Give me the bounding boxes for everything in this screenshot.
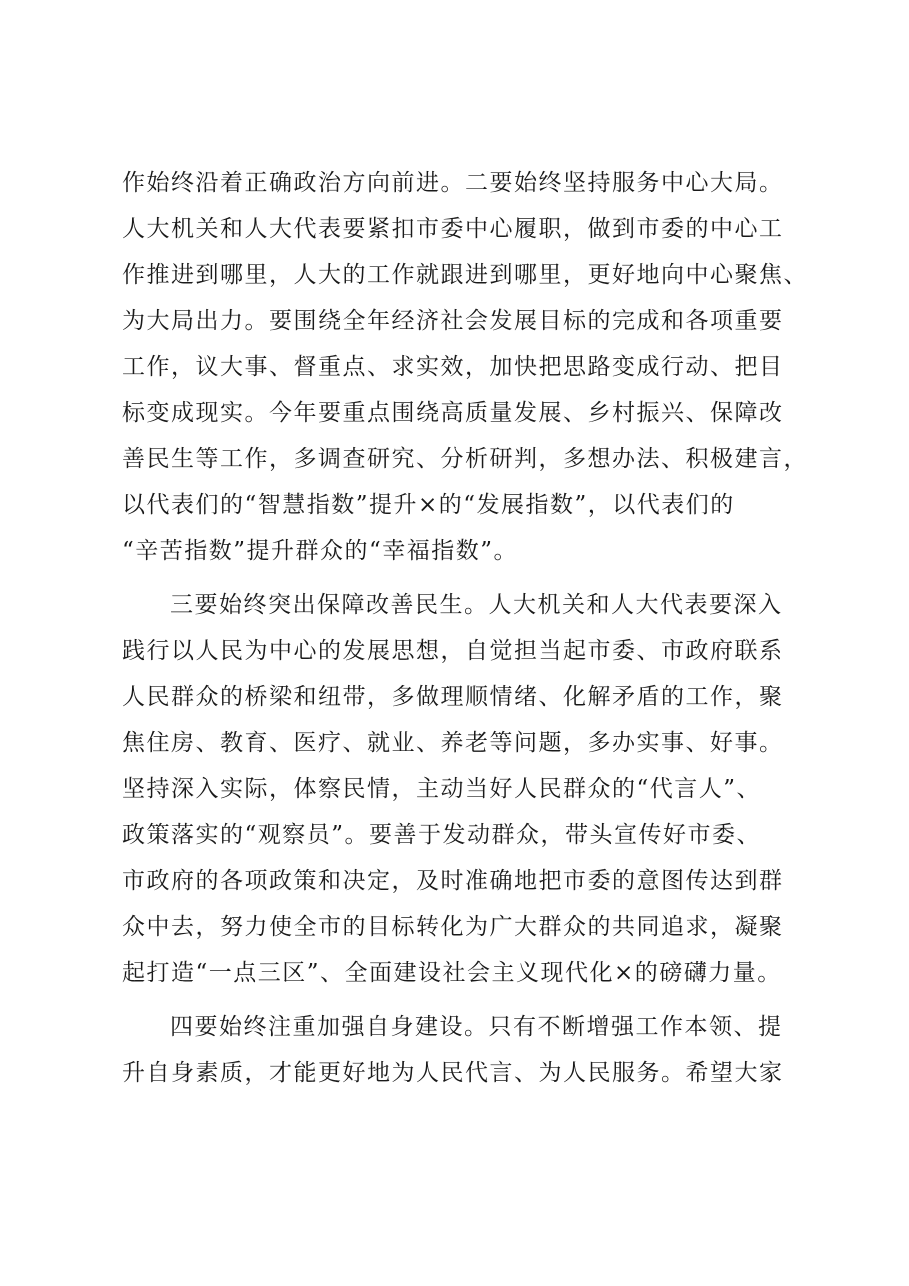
paragraph-continuation xyxy=(122,160,808,574)
text-line: 践行以人民为中心的发展思想，自觉担当起市委、市政府联系 xyxy=(122,638,784,664)
paragraph-livelihood xyxy=(122,582,804,996)
paragraph-gap xyxy=(122,574,804,582)
text-line: 人民群众的桥梁和纽带，多做理顺情绪、化解矛盾的工作，聚 xyxy=(122,684,784,710)
document-body xyxy=(122,160,808,1096)
text-line: 四要始终注重加强自身建设。只有不断增强工作本领、提 xyxy=(170,1014,783,1040)
text-line: 三要始终突出保障改善民生。人大机关和人大代表要深入 xyxy=(170,592,783,618)
text-line: 焦住房、教育、医疗、就业、养老等问题，多办实事、好事。 xyxy=(122,730,784,756)
text-line: 坚持深入实际，体察民情，主动当好人民群众的“代言人”、 xyxy=(122,776,762,802)
text-line: 市政府的各项政策和决定，及时准确地把市委的意图传达到群 xyxy=(122,868,784,894)
text-line: “辛苦指数”提升群众的“幸福指数”。 xyxy=(122,538,519,564)
paragraph-gap xyxy=(122,996,804,1004)
text-line: 以代表们的“智慧指数”提升×的“发展指数”，以代表们的 xyxy=(122,492,735,518)
text-line: 作推进到哪里，人大的工作就跟进到哪里，更好地向中心聚焦、 xyxy=(122,262,808,288)
text-line: 起打造“一点三区”、全面建设社会主义现代化×的磅礴力量。 xyxy=(122,960,782,986)
text-line: 善民生等工作，多调查研究、分析研判，多想办法、积极建言， xyxy=(122,446,808,472)
text-line: 工作，议大事、督重点、求实效，加快把思路变成行动、把目 xyxy=(122,354,784,380)
text-line: 人大机关和人大代表要紧扣市委中心履职，做到市委的中心工 xyxy=(122,216,784,242)
text-line: 标变成现实。今年要重点围绕高质量发展、乡村振兴、保障改 xyxy=(122,400,784,426)
text-line: 为大局出力。要围绕全年经济社会发展目标的完成和各项重要 xyxy=(122,308,784,334)
text-line: 作始终沿着正确政治方向前进。二要始终坚持服务中心大局。 xyxy=(122,170,784,196)
text-line: 政策落实的“观察员”。要善于发动群众，带头宣传好市委、 xyxy=(122,822,762,848)
text-line: 众中去，努力使全市的目标转化为广大群众的共同追求，凝聚 xyxy=(122,914,784,940)
paragraph-self-building xyxy=(122,1004,804,1096)
text-line: 升自身素质，才能更好地为人民代言、为人民服务。希望大家 xyxy=(122,1060,784,1086)
